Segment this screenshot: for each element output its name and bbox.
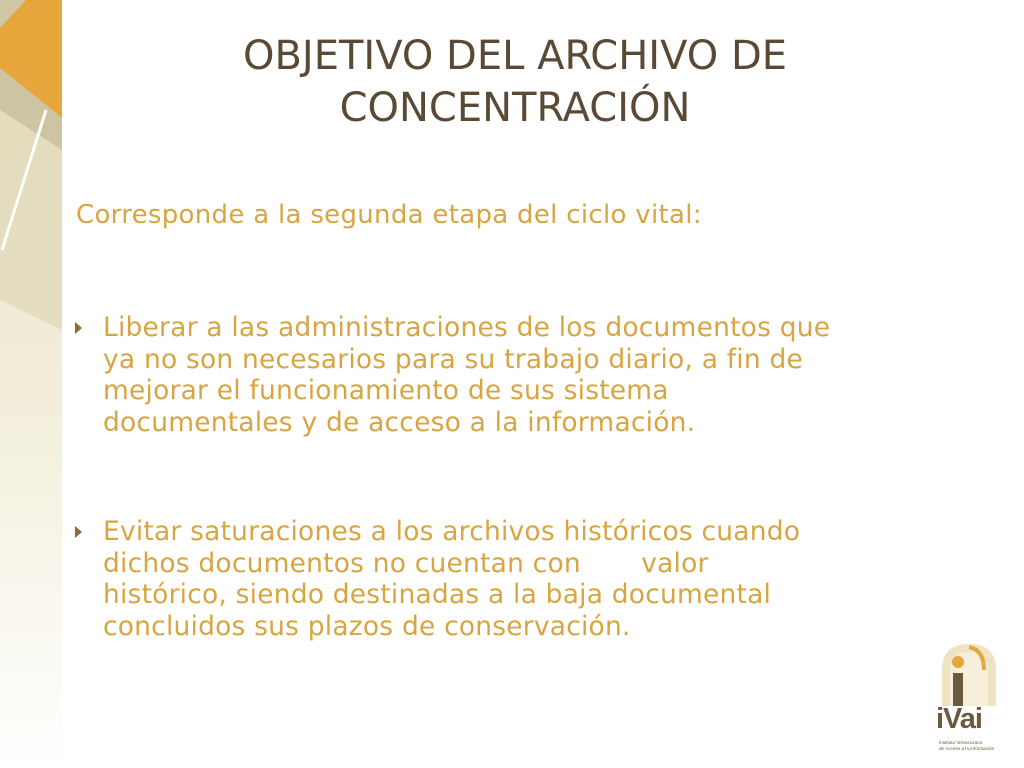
logo-subtitle-line-2: de Acceso a la Información [939, 745, 995, 751]
logo-name: iVai [936, 703, 982, 735]
bullet-text-2 [103, 516, 800, 642]
slide-title-line-2: CONCENTRACIÓN [339, 85, 691, 131]
bullet-2-line-1: Evitar saturaciones a los archivos históricos cuando [103, 516, 801, 547]
bullet-2-line-3: histórico, siendo destinadas a la baja documental [103, 579, 772, 610]
bullet-item-2 [72, 516, 972, 642]
bullet-text-1 [103, 312, 830, 438]
slide-title [130, 30, 900, 134]
bullet-1-line-2: ya no son necesarios para su trabajo diario, a fin de [103, 343, 804, 375]
bullet-2-line-4: concluidos sus plazos de conservación. [103, 610, 631, 642]
bullet-list [72, 312, 972, 642]
bullet-1-line-4: documentales y de acceso a la información. [103, 406, 696, 438]
ivai-logo [936, 640, 1002, 758]
bullet-1-line-3: mejorar el funcionamiento de sus sistema [103, 375, 669, 406]
bullet-arrow-icon [75, 526, 82, 538]
left-decorative-strip [0, 0, 62, 768]
bullet-1-line-1: Liberar a las administraciones de los documentos que [103, 312, 831, 343]
bullet-2-line-2: dichos documentos no cuentan con valor [103, 547, 709, 579]
ivai-logo-mark-icon [936, 640, 1002, 706]
bullet-item-1 [72, 312, 972, 438]
slide-title-line-1: OBJETIVO DEL ARCHIVO DE [242, 33, 788, 79]
logo-subtitle [939, 740, 1005, 751]
logo-subtitle-line-1: Instituto Veracruzano [939, 740, 983, 745]
bullet-arrow-icon [75, 322, 82, 334]
intro-text: Corresponde a la segunda etapa del ciclo vital: [76, 200, 702, 230]
